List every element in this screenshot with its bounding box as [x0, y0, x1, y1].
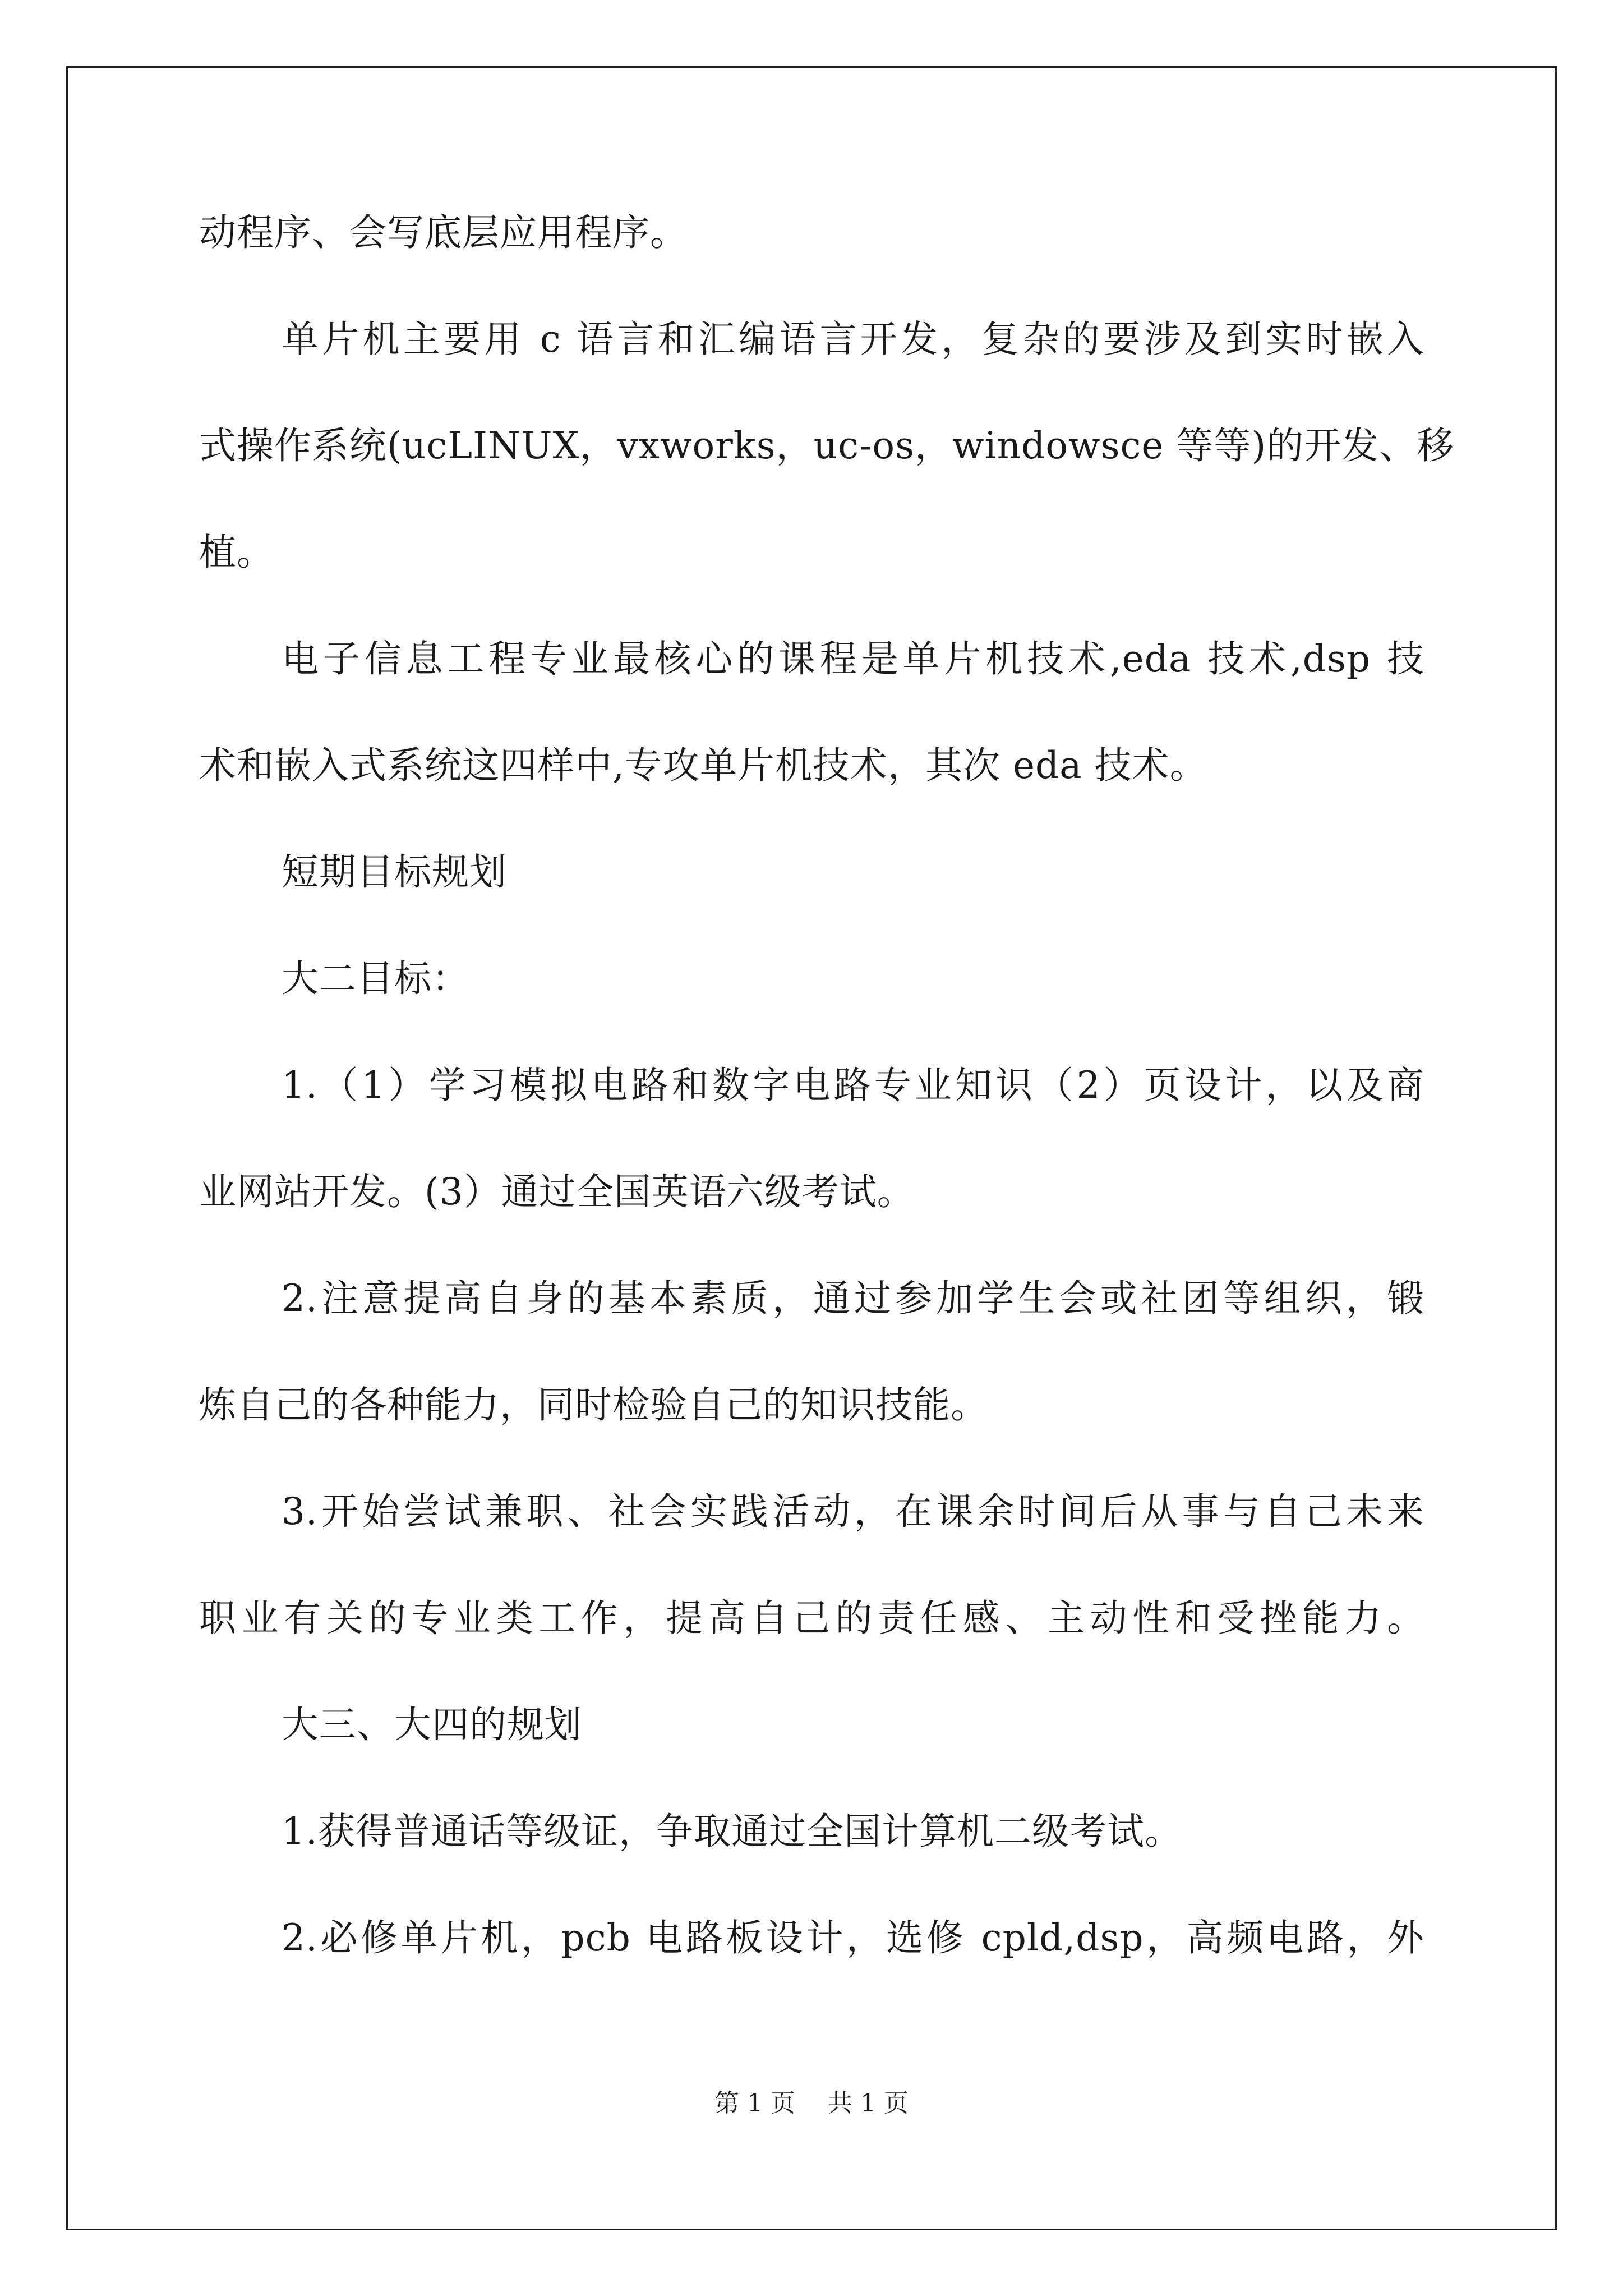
page-footer [0, 2087, 1623, 2120]
section-heading: 大二目标： [282, 957, 469, 1000]
page-total: 共 1 页 [828, 2089, 909, 2118]
text-line: 电子信息工程专业最核心的课程是单片机技术,eda 技术,dsp 技 [282, 637, 1424, 680]
text-line: 单片机主要用 c 语言和汇编语言开发，复杂的要涉及到实时嵌入 [282, 318, 1424, 361]
text-line: 1.获得普通话等级证，争取通过全国计算机二级考试。 [282, 1810, 1182, 1853]
text-line: 2.注意提高自身的基本素质，通过参加学生会或社团等组织，锻 [282, 1277, 1424, 1320]
section-heading: 短期目标规划 [282, 850, 507, 894]
text-line: 2.必修单片机，pcb 电路板设计，选修 cpld,dsp，高频电路，外 [282, 1916, 1424, 1959]
text-line: 3.开始尝试兼职、社会实践活动，在课余时间后从事与自己未来 [282, 1490, 1424, 1533]
text-line: 业网站开发。(3）通过全国英语六级考试。 [199, 1170, 915, 1213]
text-line: 炼自己的各种能力，同时检验自己的知识技能。 [199, 1383, 988, 1427]
text-line: 动程序、会写底层应用程序。 [199, 211, 688, 254]
text-line: 职业有关的专业类工作，提高自己的责任感、主动性和受挫能力。 [199, 1596, 1424, 1640]
text-line: 1.（1）学习模拟电路和数字电路专业知识（2）页设计，以及商 [282, 1064, 1424, 1107]
page-border [66, 66, 1557, 2230]
text-line: 植。 [199, 531, 274, 574]
text-line: 术和嵌入式系统这四样中,专攻单片机技术，其次 eda 技术。 [199, 744, 1207, 787]
text-line: 式操作系统(ucLINUX，vxworks，uc-os，windowsce 等等)的开发、移 [199, 424, 1455, 467]
page-number: 第 1 页 [714, 2089, 795, 2118]
section-heading: 大三、大四的规划 [282, 1703, 582, 1746]
